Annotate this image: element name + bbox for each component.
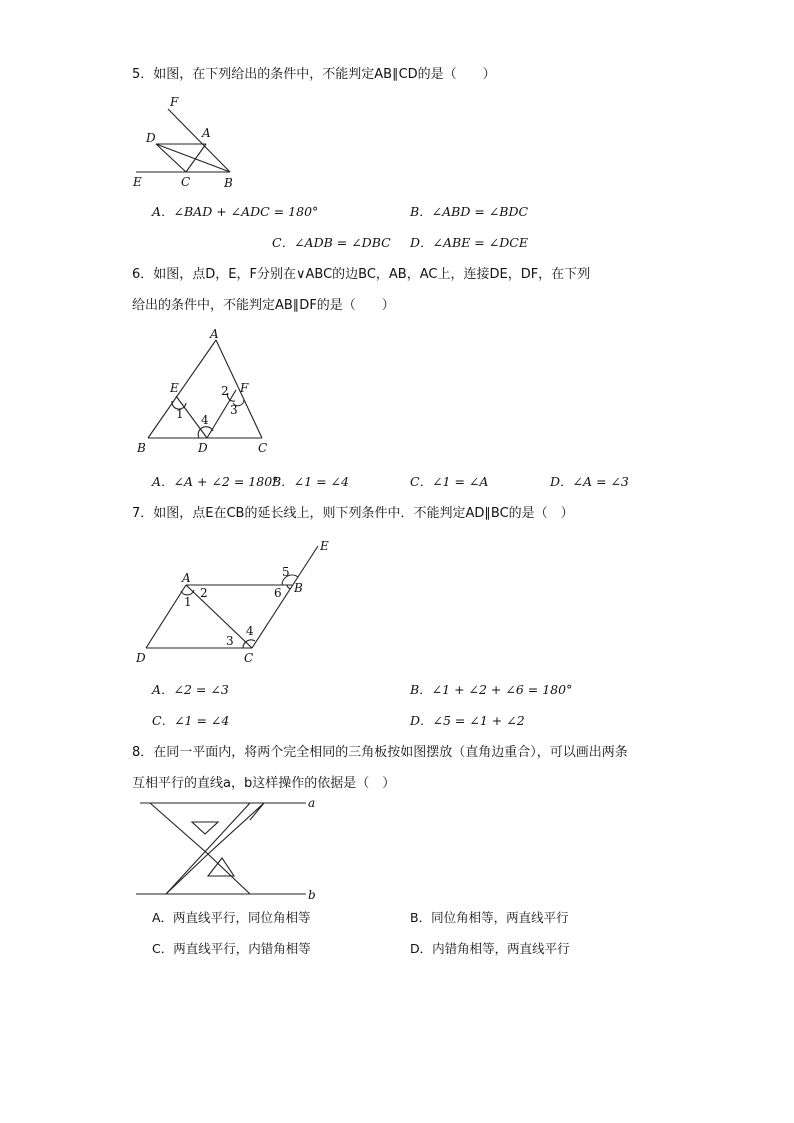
question-6-stem-line1: 6．如图，点D，E，F分别在∨ABC的边BC，AB，AC上，连接DE，DF，在下列: [132, 267, 591, 282]
angle-label-1: 1: [176, 407, 184, 421]
label-E: E: [170, 381, 179, 395]
question-7-option-c[interactable]: C．∠1 = ∠4: [152, 713, 230, 728]
question-8-stem-line2: 互相平行的直线a，b这样操作的依据是（ ）: [132, 776, 396, 791]
question-8-option-b[interactable]: B．同位角相等，两直线平行: [410, 910, 569, 925]
angle-label-3: 3: [230, 403, 238, 417]
label-A: A: [182, 571, 191, 585]
question-5-option-a[interactable]: A．∠BAD + ∠ADC = 180°: [152, 204, 319, 219]
question-6-figure: [130, 328, 280, 458]
question-6-option-c[interactable]: C．∠1 = ∠A: [410, 474, 489, 489]
question-5-option-c[interactable]: C．∠ADB = ∠DBC: [272, 235, 391, 250]
label-B: B: [294, 581, 303, 595]
question-7-option-a[interactable]: A．∠2 = ∠3: [152, 682, 229, 697]
label-F: F: [170, 95, 179, 109]
question-6-option-b[interactable]: B．∠1 = ∠4: [272, 474, 349, 489]
label-C: C: [258, 441, 268, 455]
label-D: D: [198, 441, 208, 455]
label-B: B: [224, 176, 233, 190]
question-8-option-c[interactable]: C．两直线平行，内错角相等: [152, 941, 311, 956]
question-5-option-d[interactable]: D．∠ABE = ∠DCE: [410, 235, 528, 250]
label-C: C: [181, 175, 191, 189]
question-8-stem-line1: 8．在同一平面内，将两个完全相同的三角板按如图摆放（直角边重合），可以画出两条: [132, 745, 628, 760]
line-label-a: a: [308, 796, 316, 810]
question-8-option-a[interactable]: A．两直线平行，同位角相等: [152, 910, 311, 925]
angle-label-4: 4: [246, 624, 254, 638]
question-8-figure: [130, 796, 330, 906]
label-D: D: [136, 651, 146, 665]
angle-label-2: 2: [200, 586, 208, 600]
question-7-option-b[interactable]: B．∠1 + ∠2 + ∠6 = 180°: [410, 682, 573, 697]
question-6-option-d[interactable]: D．∠A = ∠3: [550, 474, 629, 489]
angle-label-4: 4: [201, 413, 209, 427]
question-5-option-b[interactable]: B．∠ABD = ∠BDC: [410, 204, 529, 219]
question-7-option-d[interactable]: D．∠5 = ∠1 + ∠2: [410, 713, 525, 728]
label-A: A: [202, 126, 211, 140]
label-F: F: [240, 381, 249, 395]
label-E: E: [133, 175, 142, 189]
angle-label-2: 2: [221, 384, 229, 398]
label-D: D: [146, 131, 156, 145]
angle-label-1: 1: [184, 595, 192, 609]
question-6-option-a[interactable]: A．∠A + ∠2 = 180°: [152, 474, 279, 489]
label-E: E: [320, 539, 329, 553]
label-B: B: [137, 441, 146, 455]
question-6-stem-line2: 给出的条件中，不能判定AB∥DF的是（ ）: [132, 298, 395, 313]
angle-label-6: 6: [274, 586, 282, 600]
angle-label-3: 3: [226, 634, 234, 648]
question-5-stem: 5．如图，在下列给出的条件中，不能判定AB∥CD的是（ ）: [132, 67, 496, 82]
question-8-option-d[interactable]: D．内错角相等，两直线平行: [410, 941, 570, 956]
line-label-b: b: [308, 888, 316, 902]
question-7-stem: 7．如图，点E在CB的延长线上，则下列条件中．不能判定AD∥BC的是（ ）: [132, 506, 574, 521]
angle-label-5: 5: [282, 565, 290, 579]
label-C: C: [244, 651, 254, 665]
question-7-figure: [130, 538, 350, 668]
question-5-figure: [130, 92, 250, 192]
label-A: A: [210, 327, 219, 341]
